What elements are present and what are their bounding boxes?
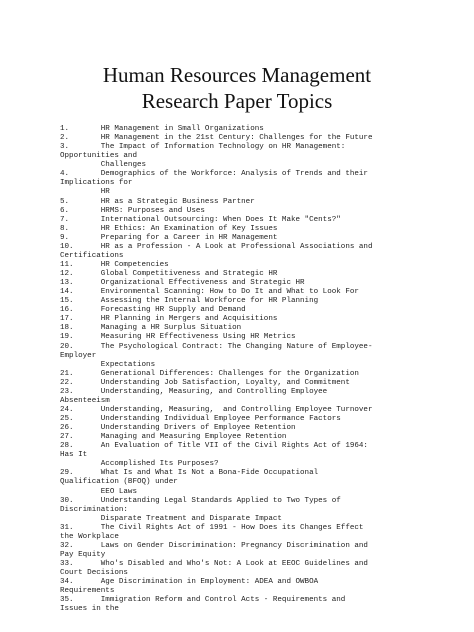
topic-line: 31. The Civil Rights Act of 1991 - How Does its Changes Effect: [60, 523, 364, 532]
topic-line: Court Decisions: [60, 569, 128, 578]
topic-line: 29. What Is and What Is Not a Bona-Fide Occupational: [60, 469, 319, 478]
topic-line: Disparate Treatment and Disparate Impact: [60, 514, 282, 523]
topic-line: 10. HR as a Profession - A Look at Professional Associations and: [60, 242, 373, 251]
topic-item: [60, 125, 474, 134]
topic-line: 35. Immigration Reform and Control Acts - Requirements and: [60, 596, 346, 605]
topic-line: 15. Assessing the Internal Workforce for HR Planning: [60, 297, 319, 306]
topic-line: 27. Managing and Measuring Employee Retention: [60, 433, 287, 442]
topic-item: [60, 442, 474, 469]
topic-item: [60, 388, 474, 406]
topic-item: [60, 343, 474, 370]
topic-item: [60, 379, 474, 388]
topic-item: [60, 261, 474, 270]
topic-line: 11. HR Competencies: [60, 260, 169, 269]
topic-line: 12. Global Competitiveness and Strategic HR: [60, 270, 278, 278]
topic-item: [60, 270, 474, 279]
topic-line: 34. Age Discrimination in Employment: ADEA and OWBOA: [60, 578, 319, 587]
topic-line: 13. Organizational Effectiveness and Strategic HR: [60, 279, 305, 288]
topic-item: [60, 134, 474, 143]
topic-item: [60, 370, 474, 379]
topic-item: [60, 243, 474, 261]
topic-line: Issues in the: [60, 605, 119, 614]
topic-line: 32. Laws on Gender Discrimination: Pregnancy Discrimination and: [60, 541, 368, 550]
topic-line: 4. Demographics of the Workforce: Analysis of Trends and their: [60, 170, 368, 179]
topic-line: Opportunities and: [60, 152, 137, 161]
topic-item: [60, 216, 474, 225]
topic-item: [60, 433, 474, 442]
topic-item: [60, 524, 474, 542]
topic-line: 7. International Outsourcing: When Does It Make "Cents?": [60, 215, 341, 224]
topic-line: 18. Managing a HR Surplus Situation: [60, 324, 242, 333]
topic-item: [60, 297, 474, 306]
topic-line: 3. The Impact of Information Technology on HR Management:: [60, 143, 346, 152]
topic-item: [60, 170, 474, 197]
topic-line: Absenteeism: [60, 396, 110, 405]
topic-item: [60, 424, 474, 433]
topic-item: [60, 143, 474, 170]
topic-item: [60, 333, 474, 342]
topic-line: 33. Who's Disabled and Who's Not: A Look at EEOC Guidelines and: [60, 560, 368, 568]
topic-line: 17. HR Planning in Mergers and Acquisitions: [60, 315, 278, 324]
topic-item: [60, 578, 474, 596]
document-title: [0, 62, 474, 114]
topic-item: [60, 560, 474, 578]
title-line-2: Research Paper Topics: [141, 89, 333, 113]
topic-line: Requirements: [60, 587, 115, 596]
topic-item: [60, 542, 474, 560]
topic-line: Qualification (BFOQ) under: [60, 478, 178, 487]
topic-item: [60, 207, 474, 216]
topic-line: 5. HR as a Strategic Business Partner: [60, 197, 255, 206]
topic-item: [60, 234, 474, 243]
topic-line: 19. Measuring HR Effectiveness Using HR Metrics: [60, 333, 296, 342]
topic-line: 24. Understanding, Measuring, and Controlling Employee Turnover: [60, 405, 373, 414]
topic-item: [60, 225, 474, 234]
topic-line: Employer: [60, 351, 97, 360]
topic-line: 20. The Psychological Contract: The Changing Nature of Employee-: [60, 342, 373, 351]
topic-line: 28. An Evaluation of Title VII of the Civil Rights Act of 1964:: [60, 442, 368, 451]
topic-line: 23. Understanding, Measuring, and Controlling Employee: [60, 387, 328, 396]
topic-line: Certifications: [60, 251, 124, 260]
topic-line: 9. Preparing for a Career in HR Management: [60, 233, 278, 242]
topic-line: Has It: [60, 451, 88, 460]
topic-line: 8. HR Ethics: An Examination of Key Issues: [60, 224, 278, 233]
topic-line: Pay Equity: [60, 550, 106, 559]
topic-line: Challenges: [60, 161, 147, 170]
topic-item: [60, 198, 474, 207]
topic-line: 21. Generational Differences: Challenges for the Organization: [60, 369, 359, 378]
topic-line: Implications for: [60, 179, 133, 188]
topic-item: [60, 315, 474, 324]
topic-line: Expectations: [60, 360, 156, 369]
topic-line: 25. Understanding Individual Employee Performance Factors: [60, 415, 341, 423]
topic-item: [60, 406, 474, 415]
topic-line: EEO Laws: [60, 487, 137, 496]
topic-line: the Workplace: [60, 532, 119, 541]
topic-list: [60, 125, 474, 614]
topic-line: 26. Understanding Drivers of Employee Retention: [60, 424, 296, 433]
topic-item: [60, 497, 474, 524]
topic-item: [60, 306, 474, 315]
topic-item: [60, 415, 474, 424]
topic-line: 16. Forecasting HR Supply and Demand: [60, 306, 246, 315]
topic-line: 2. HR Management in the 21st Century: Challenges for the Future: [60, 134, 373, 143]
topic-item: [60, 596, 474, 614]
title-line-1: Human Resources Management: [102, 63, 372, 87]
topic-item: [60, 324, 474, 333]
topic-line: 14. Environmental Scanning: How to Do It and What to Look For: [60, 288, 359, 297]
topic-line: 30. Understanding Legal Standards Applied to Two Types of: [60, 496, 341, 505]
topic-item: [60, 279, 474, 288]
topic-line: 6. HRMS: Purposes and Uses: [60, 206, 205, 215]
topic-line: HR: [60, 188, 110, 197]
topic-line: 22. Understanding Job Satisfaction, Loyalty, and Commitment: [60, 378, 350, 387]
topic-line: Discrimination:: [60, 505, 128, 514]
topic-item: [60, 469, 474, 496]
topic-line: Accomplished Its Purposes?: [60, 460, 219, 469]
topic-line: 1. HR Management in Small Organizations: [60, 125, 264, 133]
topic-item: [60, 288, 474, 297]
